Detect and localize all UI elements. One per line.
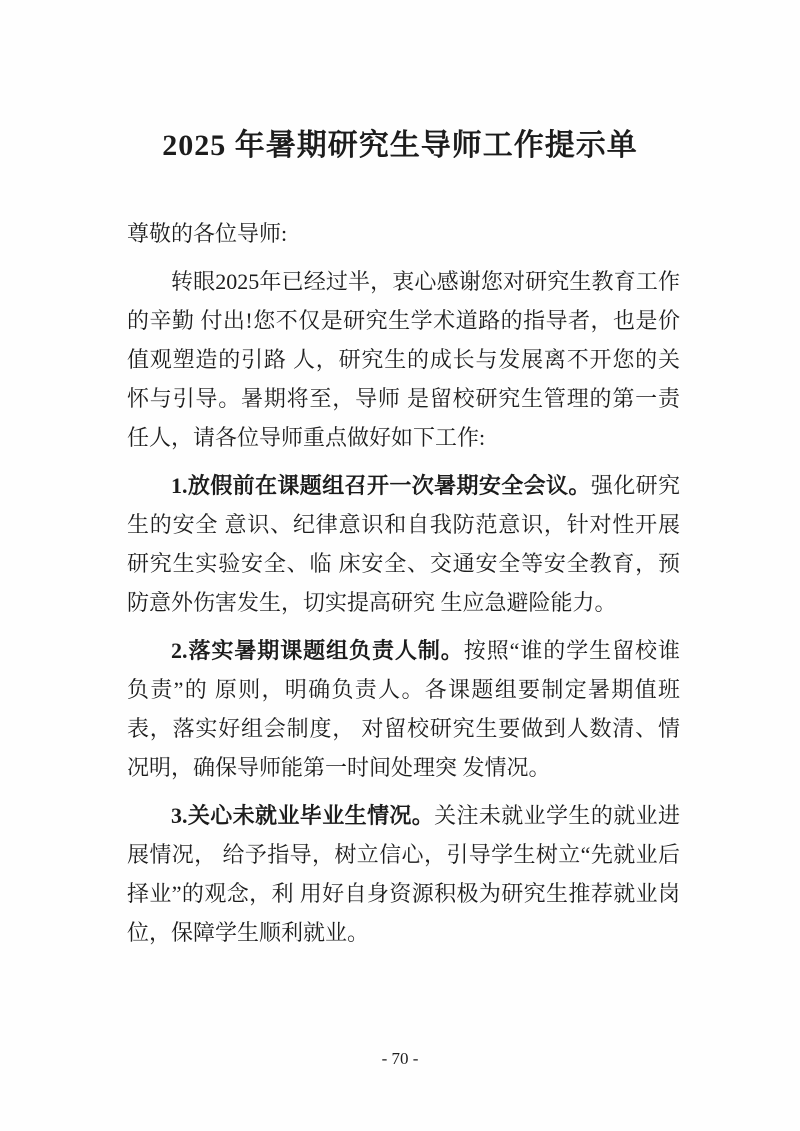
list-item-1-text: 强化研究生的安全 意识、纪律意识和自我防范意识，针对性开展研究生实验安全、临 床安全、交通安全等安全教育，预防意外伤害发生，切实提高研究 生应急避险能力。	[127, 473, 680, 615]
document-body	[127, 214, 680, 952]
page-number: - 70 -	[381, 1049, 419, 1068]
document-title: 2025 年暑期研究生导师工作提示单	[162, 129, 638, 162]
list-item-1	[127, 466, 680, 622]
list-item-3-heading: 3.关心未就业毕业生情况。	[171, 803, 435, 828]
page-footer	[0, 1049, 800, 1069]
salutation: 尊敬的各位导师:	[127, 221, 288, 246]
list-item-2-text: 按照“谁的学生留校谁负责”的 原则，明确负责人。各课题组要制定暑期值班表，落实好组会制度， 对留校研究生要做到人数清、情况明，确保导师能第一时间处理突 发情况。	[127, 638, 680, 780]
list-item-3-text: 关注未就业学生的就业进展情况， 给予指导，树立信心，引导学生树立“先就业后择业”的观念，利 用好自身资源积极为研究生推荐就业岗位，保障学生顺利就业。	[127, 803, 680, 945]
list-item-2-heading: 2.落实暑期课题组负责人制。	[171, 638, 464, 663]
list-item-1-heading: 1.放假前在课题组召开一次暑期安全会议。	[171, 473, 591, 498]
list-item-2	[127, 631, 680, 787]
intro-paragraph: 转眼2025年已经过半，衷心感谢您对研究生教育工作的辛勤 付出!您不仅是研究生学术道路的指导者，也是价值观塑造的引路 人，研究生的成长与发展离不开您的关怀与引导。暑期将至，导师 是留校研究生管理的第一责任人，请各位导师重点做好如下工作:	[127, 269, 680, 450]
list-item-3	[127, 796, 680, 952]
